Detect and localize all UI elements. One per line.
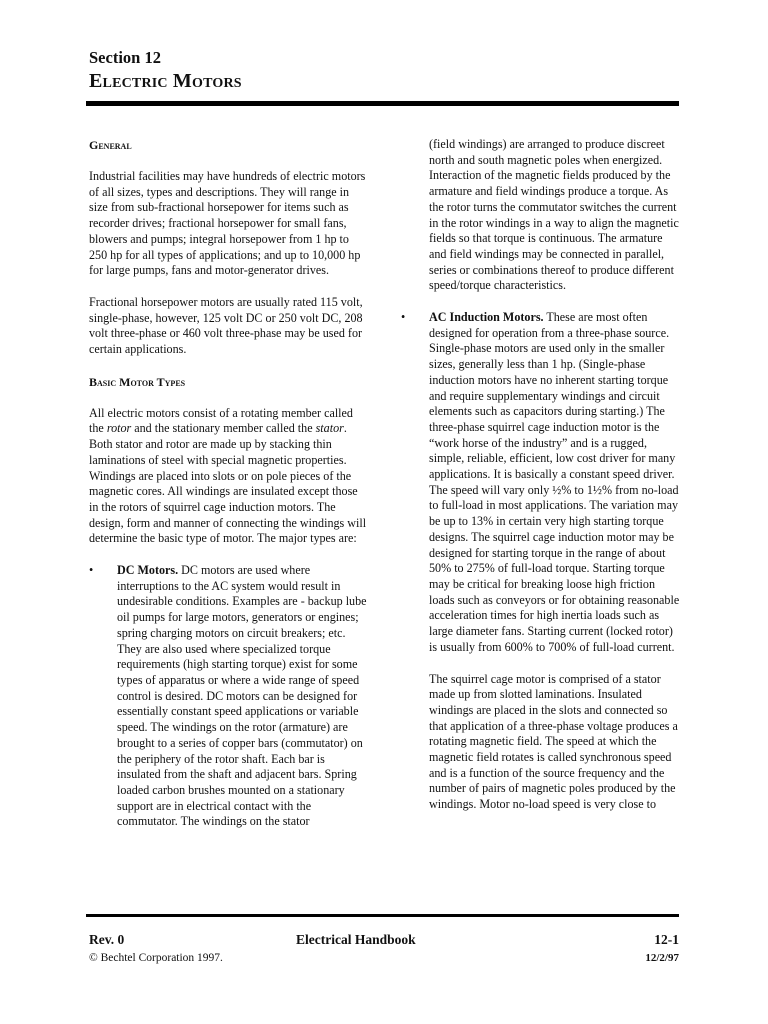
basic-text-2: and the stationary member called the [131, 421, 316, 436]
dc-motors-bullet [89, 563, 367, 830]
general-paragraph-2: Fractional horsepower motors are usually rated 115 volt, single-phase, however, 125 volt DC or 250 volt DC, 208 volt three-phase or 460 volt three-phase may be used for certain applications. [89, 294, 363, 357]
header-rule [86, 101, 679, 106]
general-paragraph-1: Industrial facilities may have hundreds of electric motors of all sizes, types and descriptions. They will range in size from sub-fractional horsepower for items such as recorder drives; fractional horsepower for small fans, blowers and pumps; integral horsepower from 1 hp to 250 hp for all types of applications; and up to 10,000 hp for large pumps, fans and motor-generator drives. [89, 169, 366, 278]
dc-motors-continued: (field windings) are arranged to produce discreet north and south magnetic poles when energized. Interaction of the magnetic fields produced by the armature and field windings produce a torque. As the rotor turns the commutator switches the current in the rotor windings in a way to align the magnetic fields so that torque is continuous. The armature and field windings may be connected in parallel, series or combinations thereof to produce different speed/torque characteristics. [429, 137, 679, 293]
bullet-marker: • [89, 563, 94, 578]
ac-induction-text: These are most often designed for operation from a three-phase source. Single-phase motors are used only in the smaller sizes, generally less than 1 hp. (Single-phase induction motors have no inherent starting torque and require supplementary windings and circuit elements such as capacitors during starting.) The three-phase squirrel cage induction motor is the “work horse of the industry” and is a rugged, simple, reliable, efficient, low cost driver for many applications. It is basically a constant speed driver. The speed will vary only ½% to 1½% from no-load to full-load in most applications. The variation may be up to 13% in certain very high starting torque designs. The squirrel cage induction motor may be designed for starting torque in the range of about 50% to 275% of full-load torque. Starting torque may be critical for breaking loose high friction loads such as conveyors or for obtaining reasonable acceleration times for high inertia loads such as large diameter fans. Starting current (locked rotor) is usually from 600% to 700% of full-load current. [429, 310, 680, 654]
page-number: 12-1 [654, 932, 679, 947]
left-column [89, 137, 367, 846]
right-column [401, 137, 680, 829]
footer-rule [86, 914, 679, 917]
section-title: Electric Motors [89, 70, 242, 92]
ac-induction-bullet [401, 310, 680, 655]
basic-text-1: All electric motors consist of a rotating member called the [89, 405, 353, 436]
ac-induction-title: AC Induction Motors. [429, 310, 544, 325]
book-title: Electrical Handbook [296, 932, 416, 947]
squirrel-cage-paragraph: The squirrel cage motor is comprised of a stator made up from slotted laminations. Insulated windings are placed in the slots and connected so that application of a three-phase voltage produces a rotating magnetic field. The speed at which the magnetic field rotates is called synchronous speed and is a function of the source frequency and the number of pairs of magnetic poles produced by the windings. Motor no-load speed is very close to [429, 671, 678, 812]
dc-motors-title: DC Motors. [117, 563, 179, 578]
basic-text-3: . Both stator and rotor are made up by stacking thin laminations of steel with special magnetic properties. Windings are placed into slots or on pole pieces of the magnetic cores. All windings are insulated except those in the rotors of squirrel cage induction motors. The design, form and manner of connecting the windings will determine the basic type of motor. The major types are: [89, 421, 367, 546]
copyright-notice: © Bechtel Corporation 1997. [89, 952, 223, 964]
basic-motor-types-paragraph [89, 406, 367, 547]
dc-motors-text: DC motors are used where interruptions to the AC system would result in undesirable conditions. Examples are - backup lube oil pumps for large motors, generators or engines; spring charging motors on circuit breakers; etc. They are also used where specialized torque requirements (high starting torque) exist for some types of apparatus or where a wide range of speed control is desired. DC motors can be designed for essentially constant speed applications or variable speed. The windings on the rotor (armature) are brought to a series of copper bars (commutator) on the periphery of the rotor shaft. Each bar is insulated from the shaft and adjacent bars. Spring loaded carbon brushes mounted on a stationary support are in electrical contact with the commutator. The windings on the stator [117, 563, 367, 829]
footer-date: 12/2/97 [645, 952, 679, 964]
bullet-marker: • [401, 310, 406, 325]
general-heading: General [89, 138, 132, 152]
section-number: Section 12 [89, 48, 161, 67]
basic-motor-types-heading: Basic Motor Types [89, 374, 186, 389]
rotor-term: rotor [106, 421, 132, 436]
stator-term: stator [315, 421, 344, 436]
revision-label: Rev. 0 [89, 932, 125, 947]
